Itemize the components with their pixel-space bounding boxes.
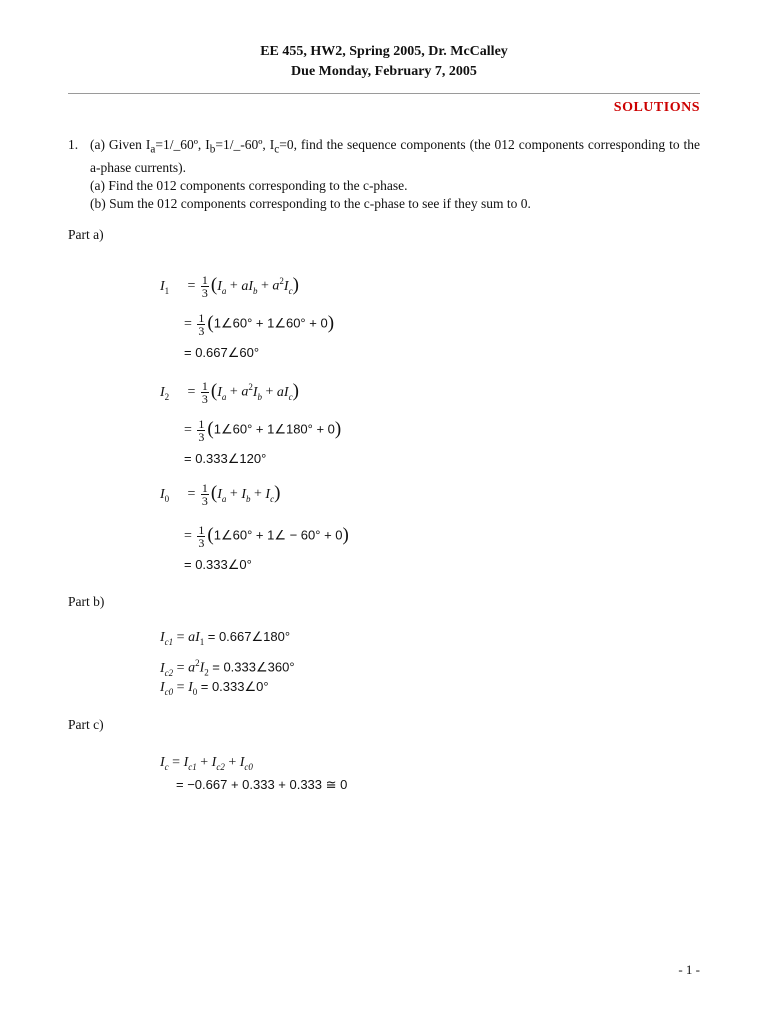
- question-subpart-b: (b) Sum the 012 components corresponding to the c-phase to see if they sum to 0.: [90, 195, 531, 211]
- equation-ic2: $I_{c2} = a^2I_2$ = 0.333∠360°: [160, 658, 295, 678]
- equation-ic0: $I_{c0} = I_0$ = 0.333∠0°: [160, 679, 269, 697]
- equation-i2-result: = 0.333∠120°: [184, 451, 267, 466]
- equation-i2-substitution: = $\frac{1}{3}$ (1∠60° + 1∠180° + 0): [184, 417, 342, 444]
- equation-i0-definition: $I_0$ = $\frac{1}{3}$ $(I_a + I_b + I_c)$: [160, 481, 281, 508]
- equation-i0-substitution: = $\frac{1}{3}$ (1∠60° + 1∠ − 60° + 0): [184, 523, 349, 550]
- equation-ic1: $I_{c1} = aI_1$ = 0.667∠180°: [160, 629, 291, 647]
- header-divider: [68, 93, 700, 94]
- solutions-label: SOLUTIONS: [613, 100, 700, 115]
- question-body: (a) Given $I_a=1/\_60º$, $I_b=1/\_-60º$, $I_c=0$, find the sequence components (the 012 components corresponding to the a-phase currents). (a) Find the 012 components corresponding to the c-phase. (b) Sum the 012 components corresponding to the c-phase to see if they sum to 0.: [90, 137, 701, 211]
- equation-i2-definition: $I_2$ = $\frac{1}{3}$ $(I_a + a^2I_b + aI_c)$: [160, 378, 299, 406]
- equation-i1-definition: $I_1$ = $\frac{1}{3}$ $(I_a + aI_b + a^2I_c)$: [160, 272, 299, 300]
- page-number: - 1 -: [678, 962, 700, 977]
- equation-ic-sum-definition: $I_c = I_{c1} + I_{c2} + I_{c0}$: [160, 755, 253, 772]
- part-c-label: Part c): [68, 717, 104, 732]
- question-1: [68, 136, 700, 213]
- question-number: 1.: [68, 137, 79, 152]
- part-a-label: Part a): [68, 227, 104, 242]
- equation-i1-substitution: = $\frac{1}{3}$ (1∠60° + 1∠60° + 0): [184, 311, 335, 338]
- document-title: EE 455, HW2, Spring 2005, Dr. McCalley: [260, 44, 508, 59]
- part-b-label: Part b): [68, 594, 105, 609]
- question-subpart-a: (a) Find the 012 components corresponding to the c-phase.: [90, 177, 408, 193]
- equation-i1-result: = 0.667∠60°: [184, 345, 260, 360]
- equation-i0-result: = 0.333∠0°: [184, 557, 252, 572]
- due-date: Due Monday, February 7, 2005: [291, 64, 477, 79]
- equation-ic-sum-result: = −0.667 + 0.333 + 0.333 ≅ 0: [176, 777, 348, 792]
